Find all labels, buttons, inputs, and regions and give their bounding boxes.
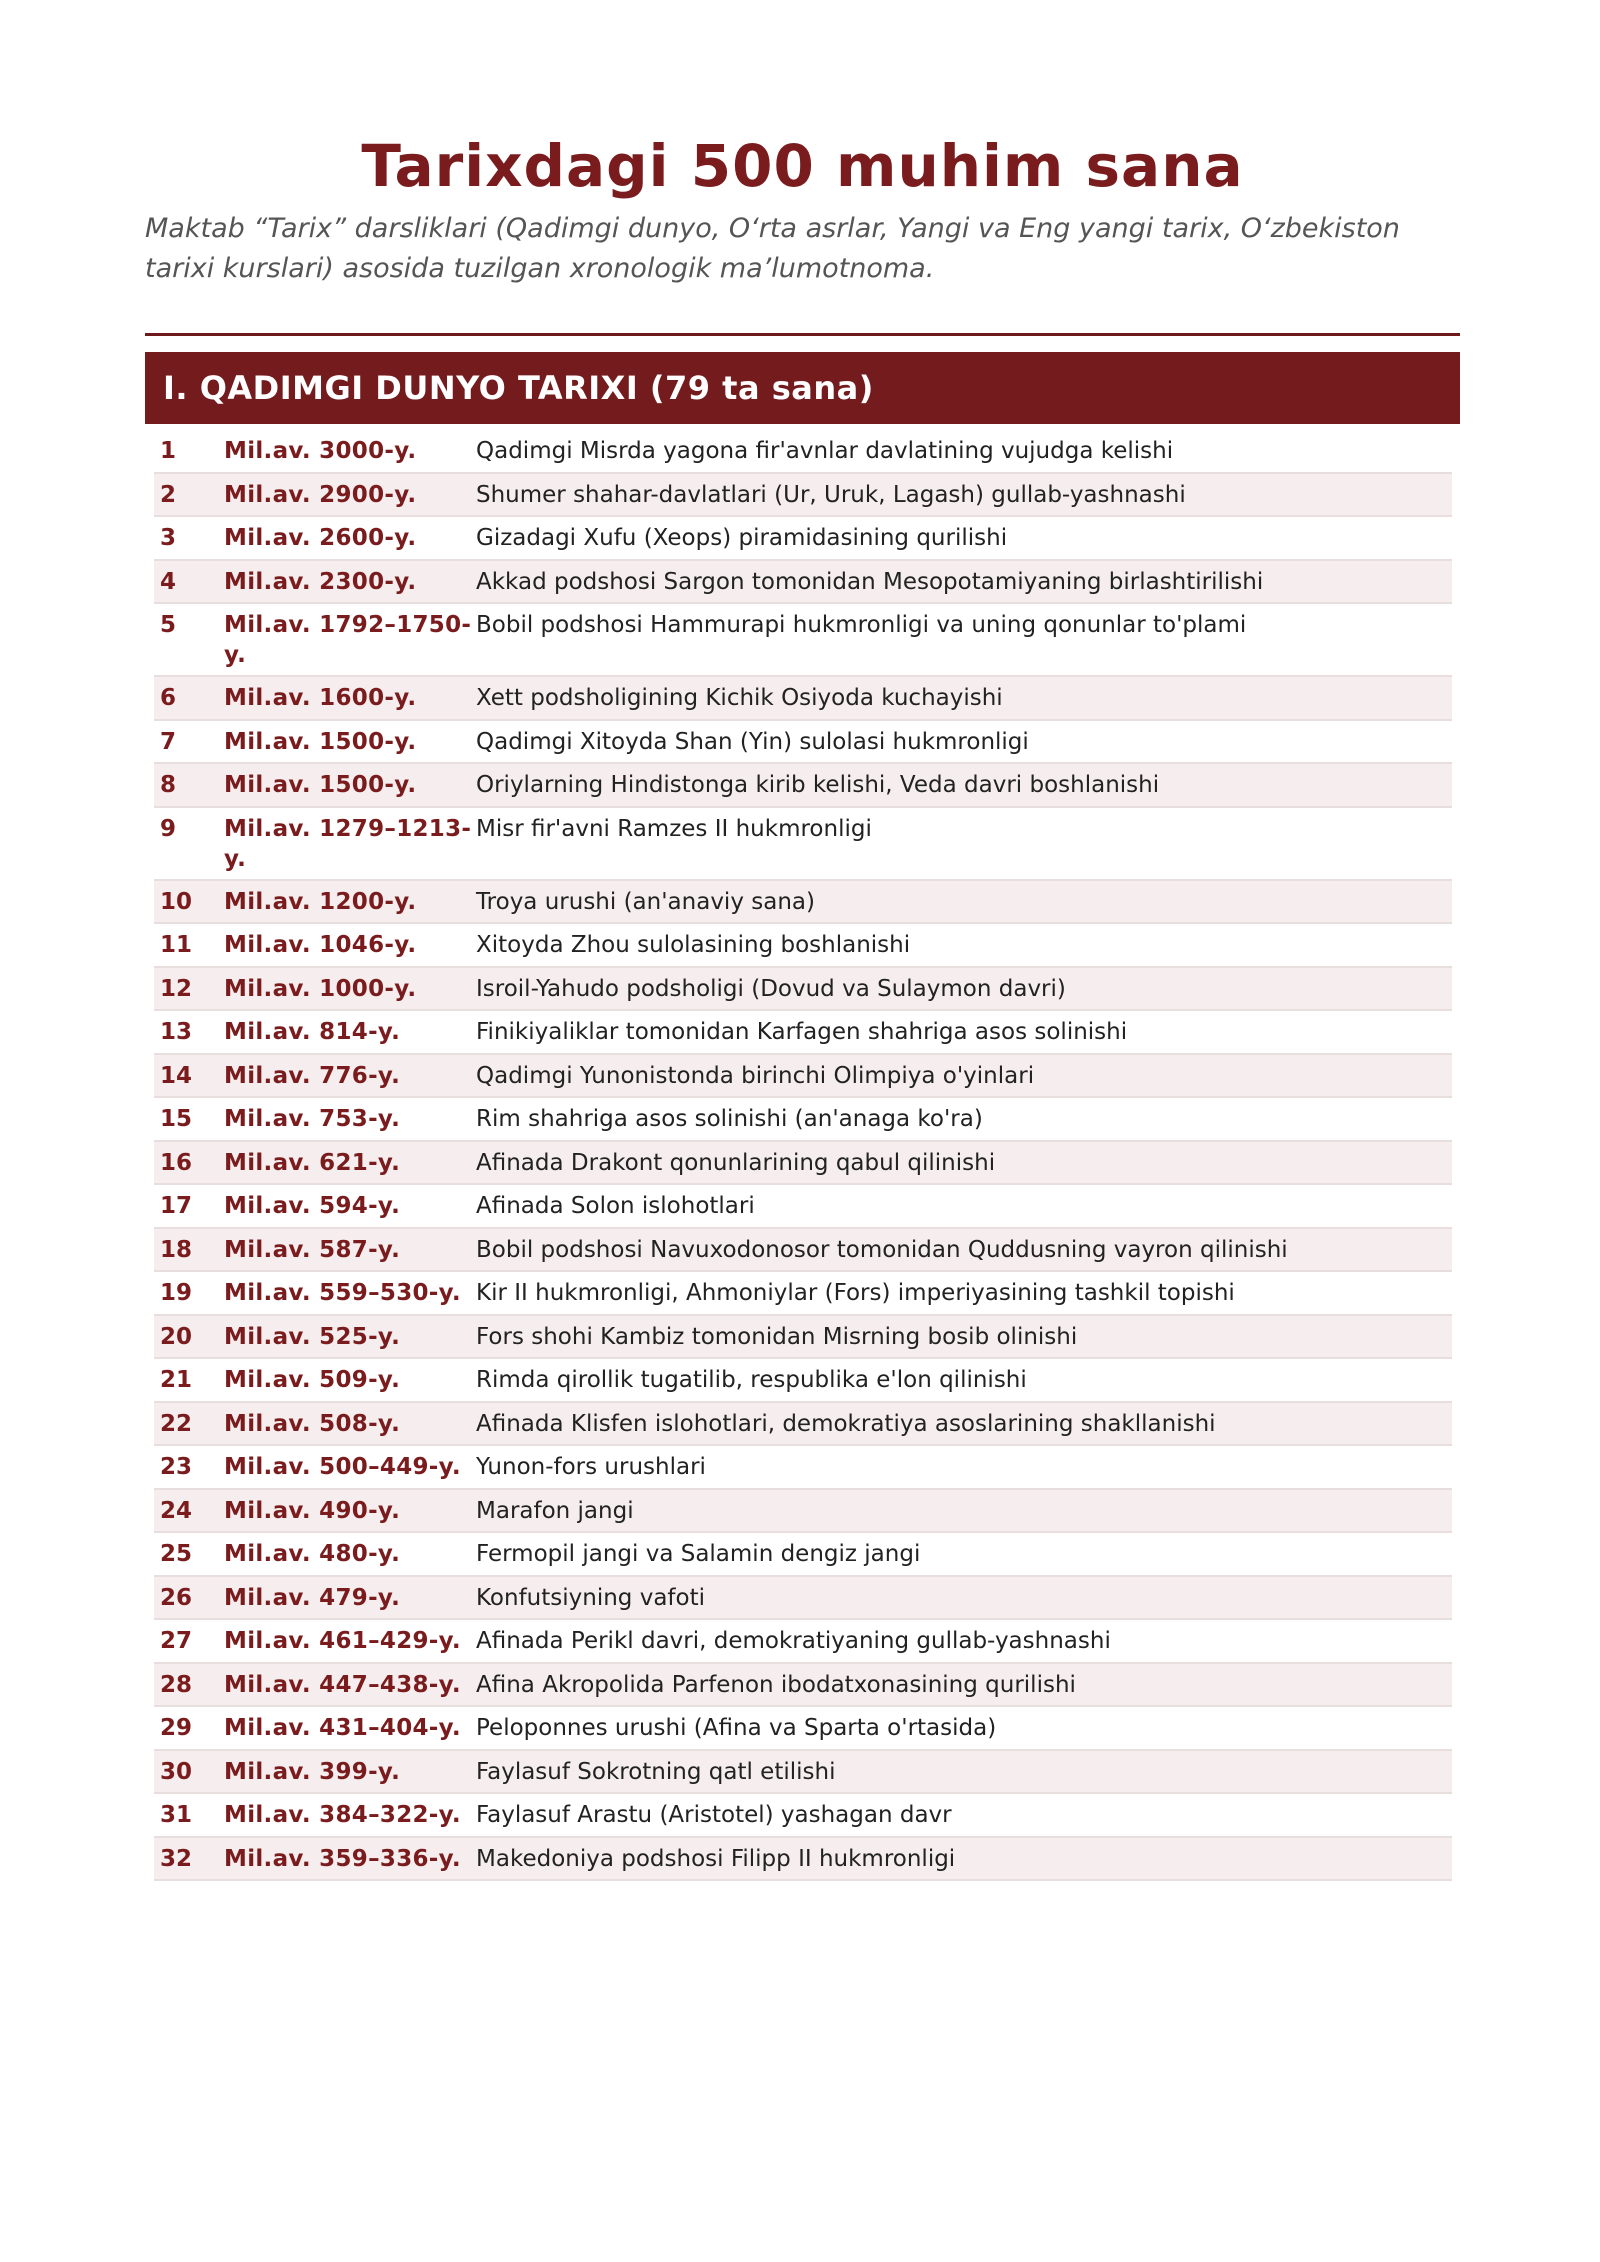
row-date: Mil.av. 384–322-y. [224, 1802, 461, 1828]
table-row [154, 1577, 1452, 1621]
table-row [154, 1446, 1452, 1490]
table-row [154, 1142, 1452, 1186]
row-event: Qadimgi Misrda yagona fir'avnlar davlatining vujudga kelishi [476, 438, 1174, 464]
row-event: Konfutsiyning vafoti [476, 1584, 706, 1611]
page-title: Tarixdagi 500 muhim sana [361, 132, 1244, 200]
row-event: Xett podsholigining Kichik Osiyoda kuchayishi [476, 685, 1003, 711]
row-number: 21 [160, 1367, 193, 1393]
row-number: 11 [160, 932, 193, 958]
table-row [154, 474, 1452, 518]
table-row [154, 808, 1452, 881]
row-number: 31 [160, 1802, 193, 1828]
table-row [154, 1403, 1452, 1447]
table-row [154, 1229, 1452, 1273]
row-number: 26 [160, 1584, 193, 1611]
row-date: Mil.av. 1792–1750-y. [224, 612, 472, 668]
row-number: 20 [160, 1323, 193, 1350]
row-event: Gizadagi Xufu (Xeops) piramidasining qurilishi [476, 525, 1008, 551]
row-date: Mil.av. 480-y. [224, 1541, 401, 1567]
table-row [154, 1185, 1452, 1229]
row-number: 8 [160, 772, 177, 798]
row-number: 19 [160, 1280, 193, 1306]
row-event: Qadimgi Xitoyda Shan (Yin) sulolasi hukmronligi [476, 728, 1029, 755]
row-event: Troya urushi (an'anaviy sana) [476, 888, 815, 915]
row-event: Oriylarning Hindistonga kirib kelishi, Veda davri boshlanishi [476, 772, 1160, 798]
row-event: Akkad podshosi Sargon tomonidan Mesopotamiyaning birlashtirilishi [476, 568, 1264, 595]
row-number: 18 [160, 1236, 193, 1263]
table-row [154, 1533, 1452, 1577]
row-date: Mil.av. 1600-y. [224, 685, 417, 711]
row-number: 29 [160, 1715, 193, 1741]
row-event: Afinada Klisfen islohotlari, demokratiya asoslarining shakllanishi [476, 1410, 1216, 1437]
table-row [154, 677, 1452, 721]
row-number: 24 [160, 1497, 193, 1524]
row-date: Mil.av. 447–438-y. [224, 1671, 461, 1698]
table-row [154, 1620, 1452, 1664]
row-number: 22 [160, 1410, 193, 1437]
row-event: Afinada Drakont qonunlarining qabul qilinishi [476, 1149, 996, 1176]
row-number: 12 [160, 975, 193, 1002]
row-event: Makedoniya podshosi Filipp II hukmronligi [476, 1845, 956, 1872]
table-row [154, 430, 1452, 474]
row-number: 10 [160, 888, 193, 915]
events-table [154, 430, 1452, 1881]
table-row [154, 1359, 1452, 1403]
row-date: Mil.av. 776-y. [224, 1062, 401, 1089]
row-date: Mil.av. 490-y. [224, 1497, 401, 1524]
row-number: 13 [160, 1019, 193, 1045]
row-date: Mil.av. 508-y. [224, 1410, 401, 1437]
table-row [154, 721, 1452, 765]
row-event: Bobil podshosi Hammurapi hukmronligi va uning qonunlar to'plami [476, 612, 1247, 638]
row-number: 28 [160, 1671, 193, 1698]
row-number: 23 [160, 1454, 193, 1480]
row-event: Kir II hukmronligi, Ahmoniylar (Fors) imperiyasining tashkil topishi [476, 1280, 1235, 1306]
row-event: Afinada Solon islohotlari [476, 1193, 755, 1219]
row-date: Mil.av. 359–336-y. [224, 1845, 461, 1872]
row-number: 25 [160, 1541, 193, 1567]
row-event: Xitoyda Zhou sulolasining boshlanishi [476, 932, 911, 958]
row-number: 7 [160, 728, 177, 755]
table-row [154, 1490, 1452, 1534]
row-date: Mil.av. 1500-y. [224, 728, 417, 755]
row-date: Mil.av. 2300-y. [224, 568, 417, 595]
row-event: Faylasuf Arastu (Aristotel) yashagan davr [476, 1802, 952, 1828]
table-row [154, 968, 1452, 1012]
row-number: 2 [160, 481, 177, 508]
row-number: 32 [160, 1845, 193, 1872]
table-row [154, 604, 1452, 677]
row-date: Mil.av. 1279–1213-y. [224, 815, 472, 872]
row-date: Mil.av. 2900-y. [224, 481, 417, 508]
table-row [154, 1011, 1452, 1055]
table-row [154, 561, 1452, 605]
row-event: Isroil-Yahudo podsholigi (Dovud va Sulaymon davri) [476, 975, 1066, 1002]
row-number: 17 [160, 1193, 193, 1219]
row-number: 30 [160, 1758, 193, 1785]
title-divider [145, 333, 1460, 336]
table-row [154, 517, 1452, 561]
row-date: Mil.av. 1000-y. [224, 975, 417, 1002]
row-number: 6 [160, 685, 177, 711]
row-event: Fermopil jangi va Salamin dengiz jangi [476, 1541, 921, 1567]
row-date: Mil.av. 1200-y. [224, 888, 417, 915]
row-date: Mil.av. 814-y. [224, 1019, 401, 1045]
row-date: Mil.av. 431–404-y. [224, 1715, 461, 1741]
row-date: Mil.av. 461–429-y. [224, 1628, 461, 1654]
table-row [154, 881, 1452, 925]
row-date: Mil.av. 2600-y. [224, 525, 417, 551]
row-date: Mil.av. 525-y. [224, 1323, 401, 1350]
table-row [154, 1707, 1452, 1751]
row-date: Mil.av. 509-y. [224, 1367, 401, 1393]
table-row [154, 1664, 1452, 1708]
row-date: Mil.av. 1500-y. [224, 772, 417, 798]
row-number: 14 [160, 1062, 193, 1089]
row-date: Mil.av. 559–530-y. [224, 1280, 461, 1306]
row-event: Afinada Perikl davri, demokratiyaning gullab-yashnashi [476, 1628, 1111, 1654]
row-number: 1 [160, 438, 177, 464]
row-event: Marafon jangi [476, 1497, 634, 1524]
row-event: Faylasuf Sokrotning qatl etilishi [476, 1758, 836, 1785]
row-date: Mil.av. 479-y. [224, 1584, 401, 1611]
table-row [154, 924, 1452, 968]
row-event: Qadimgi Yunonistonda birinchi Olimpiya o'yinlari [476, 1062, 1035, 1089]
row-event: Finikiyaliklar tomonidan Karfagen shahriga asos solinishi [476, 1019, 1128, 1045]
section-heading: I. QADIMGI DUNYO TARIXI (79 ta sana) [145, 352, 1460, 424]
page-subtitle: Maktab “Tarix” darsliklari (Qadimgi dunyo, O‘rta asrlar, Yangi va Eng yangi tarix, O‘zbekiston tarixi kurslari) asosida tuzilgan xronologik ma’lumotnoma. [145, 213, 1400, 284]
row-number: 16 [160, 1149, 193, 1176]
row-event: Rim shahriga asos solinishi (an'anaga ko'ra) [476, 1106, 983, 1132]
table-row [154, 764, 1452, 808]
table-row [154, 1316, 1452, 1360]
row-date: Mil.av. 1046-y. [224, 932, 417, 958]
row-event: Afina Akropolida Parfenon ibodatxonasining qurilishi [476, 1671, 1076, 1698]
row-number: 27 [160, 1628, 193, 1654]
table-row [154, 1838, 1452, 1882]
row-date: Mil.av. 621-y. [224, 1149, 401, 1176]
row-event: Misr fir'avni Ramzes II hukmronligi [476, 815, 872, 842]
table-row [154, 1098, 1452, 1142]
row-date: Mil.av. 3000-y. [224, 438, 417, 464]
row-date: Mil.av. 587-y. [224, 1236, 401, 1263]
row-date: Mil.av. 753-y. [224, 1106, 401, 1132]
row-event: Fors shohi Kambiz tomonidan Misrning bosib olinishi [476, 1323, 1078, 1350]
table-row [154, 1055, 1452, 1099]
table-row [154, 1272, 1452, 1316]
row-event: Peloponnes urushi (Afina va Sparta o'rtasida) [476, 1715, 997, 1741]
row-number: 4 [160, 568, 177, 595]
row-date: Mil.av. 500–449-y. [224, 1454, 461, 1480]
row-number: 9 [160, 815, 177, 842]
row-number: 15 [160, 1106, 193, 1132]
table-row [154, 1751, 1452, 1795]
row-date: Mil.av. 594-y. [224, 1193, 401, 1219]
row-event: Rimda qirollik tugatilib, respublika e'lon qilinishi [476, 1367, 1027, 1393]
row-event: Shumer shahar-davlatlari (Ur, Uruk, Lagash) gullab-yashnashi [476, 481, 1186, 508]
table-row [154, 1794, 1452, 1838]
row-date: Mil.av. 399-y. [224, 1758, 401, 1785]
row-number: 3 [160, 525, 177, 551]
row-number: 5 [160, 612, 177, 638]
row-event: Bobil podshosi Navuxodonosor tomonidan Quddusning vayron qilinishi [476, 1236, 1288, 1263]
row-event: Yunon-fors urushlari [476, 1454, 706, 1480]
